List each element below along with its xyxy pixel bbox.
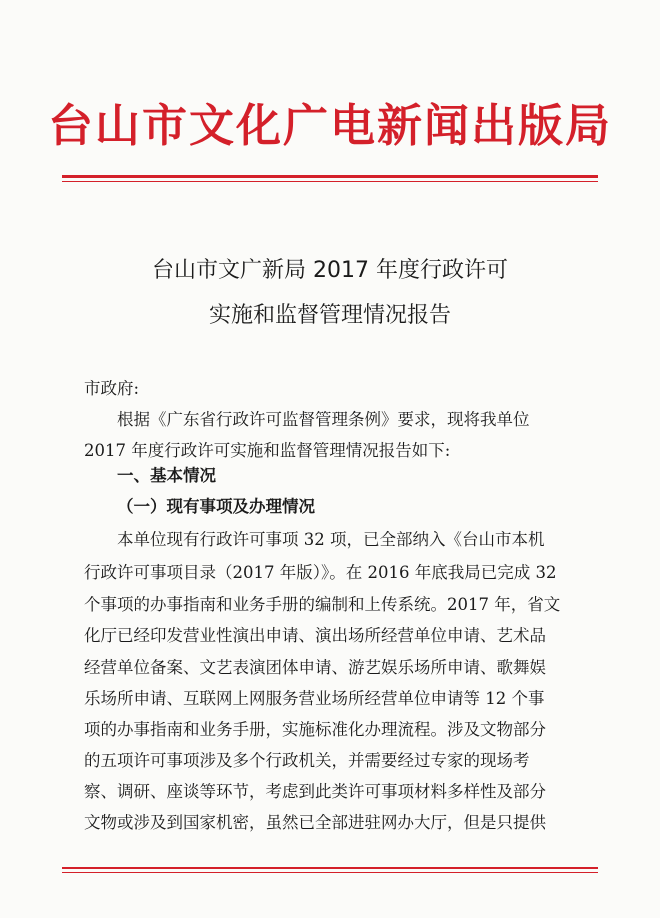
- footer-rule-thick: [62, 867, 598, 869]
- paragraph-line: 化厅已经印发营业性演出申请、演出场所经营单位申请、艺术品: [84, 626, 546, 645]
- report-title-line2: 实施和监督管理情况报告: [208, 303, 451, 328]
- masthead-title: 台山市文化广电新闻出版局: [47, 99, 612, 152]
- intro-line-1: 根据《广东省行政许可监督管理条例》要求，现将我单位: [117, 410, 530, 429]
- paragraph-line: 文物或涉及到国家机密，虽然已全部进驻网办大厅，但是只提供: [84, 813, 546, 832]
- footer-rule-thin: [62, 872, 598, 873]
- paragraph-line: 的五项许可事项涉及多个行政机关，并需要经过专家的现场考: [84, 751, 530, 770]
- paragraph-line: 乐场所申请、互联网上网服务营业场所经营单位申请等 12 个事: [84, 689, 545, 708]
- paragraph-line: 察、调研、座谈等环节，考虑到此类许可事项材料多样性及部分: [84, 782, 546, 801]
- report-title-line1: 台山市文广新局 2017 年度行政许可: [152, 258, 508, 283]
- paragraph-line: 行政许可事项目录（2017 年版）》。在 2016 年底我局已完成 32: [84, 563, 557, 582]
- paragraph-line: 项的办事指南和业务手册，实施标准化办理流程。涉及文物部分: [84, 720, 546, 739]
- masthead-rule-thin: [62, 181, 598, 182]
- salutation: 市政府:: [84, 379, 140, 398]
- section-heading-1-1: （一）现有事项及办理情况: [117, 497, 315, 516]
- paragraph-line: 本单位现有行政许可事项 32 项，已全部纳入《台山市本机: [117, 530, 545, 549]
- paragraph-line: 经营单位备案、文艺表演团体申请、游艺娱乐场所申请、歌舞娱: [84, 658, 546, 677]
- masthead-rule-thick: [62, 175, 598, 178]
- intro-line-2: 2017 年度行政许可实施和监督管理情况报告如下:: [84, 441, 451, 460]
- paragraph-line: 个事项的办事指南和业务手册的编制和上传系统。2017 年，省文: [84, 595, 561, 614]
- section-heading-1: 一、基本情况: [117, 466, 216, 485]
